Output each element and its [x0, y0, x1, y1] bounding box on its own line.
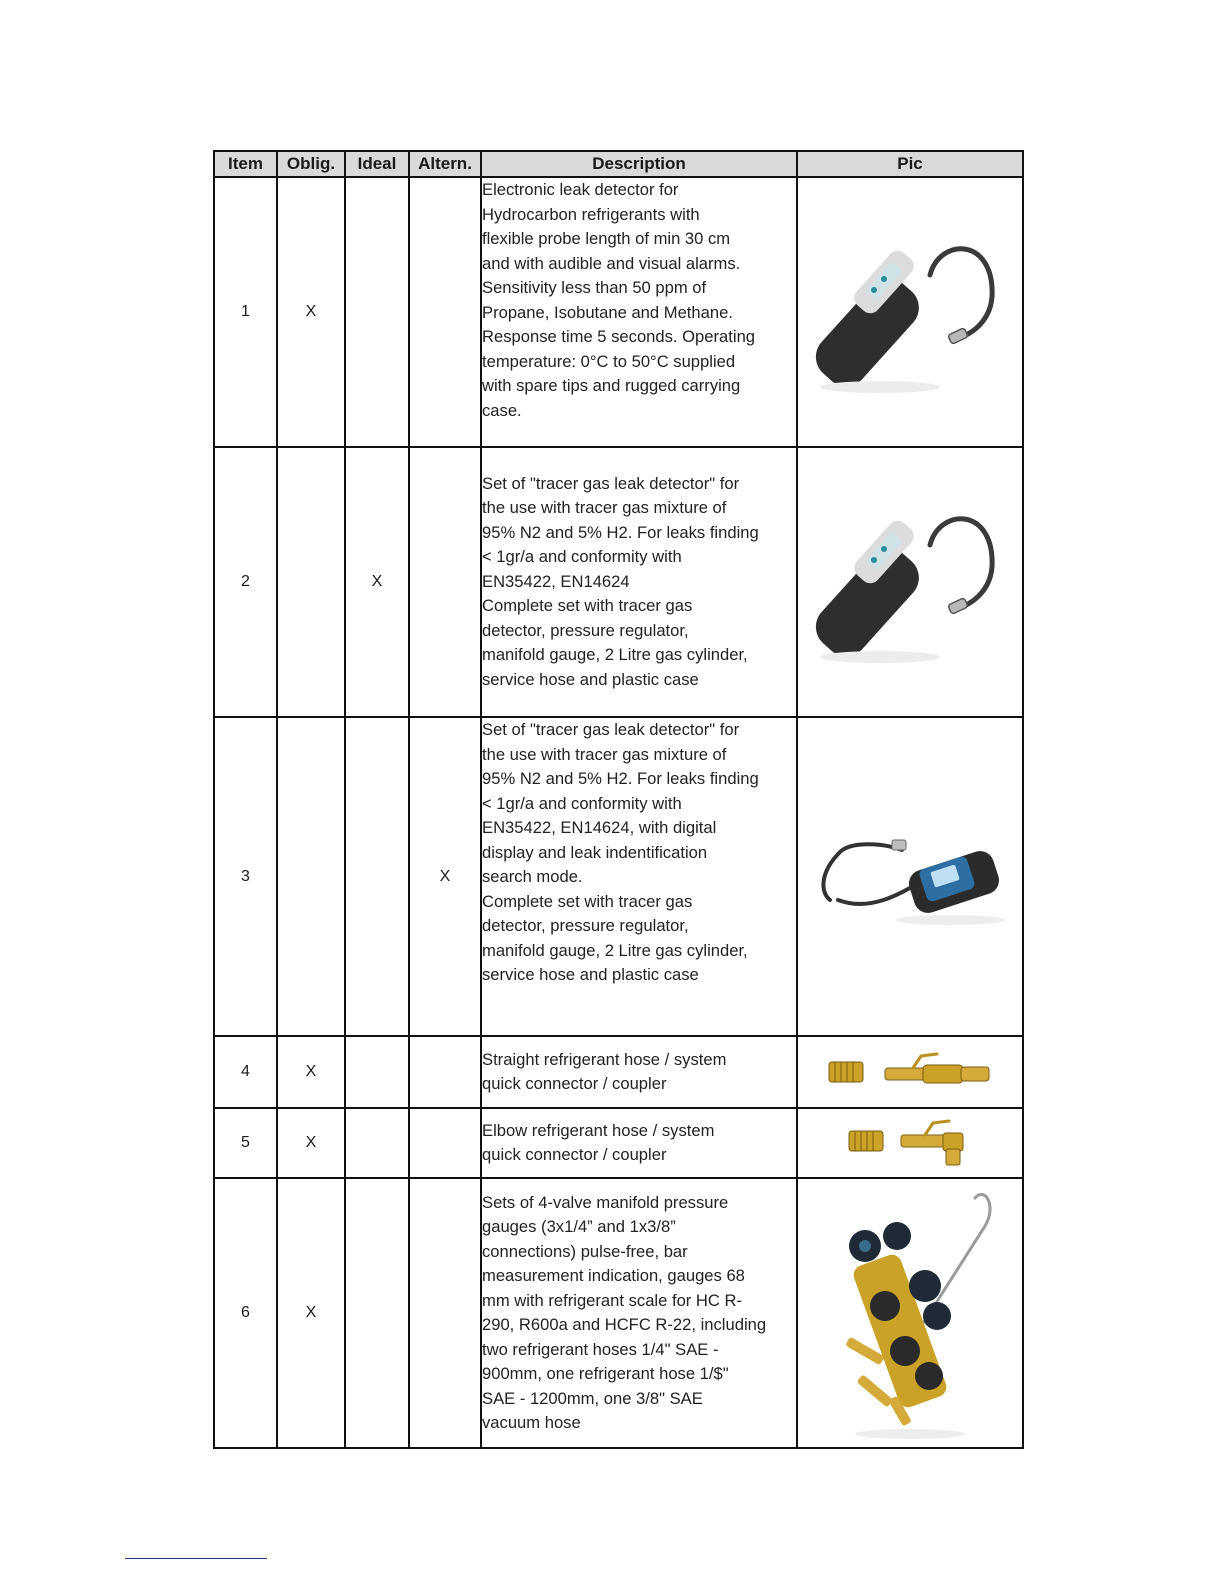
header-oblig: Oblig. [277, 151, 345, 177]
ideal-mark [345, 1178, 409, 1448]
description-line: flexible probe length of min 30 cm [482, 229, 731, 248]
description-line: Complete set with tracer gas [482, 596, 693, 616]
item-description [481, 1036, 797, 1108]
altern-mark: X [409, 717, 481, 1036]
oblig-mark [277, 717, 345, 1036]
manifold-gauge-set-image [825, 1186, 995, 1441]
item-number: 2 [214, 447, 277, 717]
item-number: 5 [214, 1108, 277, 1178]
item-number: 1 [214, 177, 277, 447]
ideal-mark [345, 1036, 409, 1108]
table-row [214, 717, 1023, 1036]
item-description [481, 177, 797, 447]
description-line: detector, pressure regulator, [482, 620, 689, 640]
digital-tracer-gas-detector-image [810, 822, 1010, 932]
description-line: Response time 5 seconds. Operating [482, 327, 756, 346]
description-line: SAE - 1200mm, one 3/8" SAE [482, 1388, 703, 1408]
description-line: EN35422, EN14624, with digital [482, 818, 717, 837]
item-picture [797, 1108, 1023, 1178]
header-altern: Altern. [409, 151, 481, 177]
description-line: two refrigerant hoses 1/4" SAE - [482, 1339, 719, 1359]
description-line: the use with tracer gas mixture of [482, 744, 727, 764]
description-line: Sensitivity less than 50 ppm of [482, 278, 707, 297]
description-line: connections) pulse-free, bar [482, 1241, 688, 1261]
hydrocarbon-leak-detector-image [810, 227, 1010, 397]
description-line: 900mm, one refrigerant hose 1/$" [482, 1364, 729, 1383]
description-line: display and leak indentification [482, 842, 708, 862]
header-description: Description [481, 151, 797, 177]
description-line: Complete set with tracer gas [482, 891, 693, 911]
description-line: Propane, Isobutane and Methane. [482, 302, 733, 322]
ideal-mark [345, 717, 409, 1036]
item-description [481, 1108, 797, 1178]
footnote-separator [125, 1558, 267, 1559]
equipment-spec-table [213, 150, 1024, 1449]
description-line: the use with tracer gas mixture of [482, 498, 727, 518]
altern-mark [409, 177, 481, 447]
description-line: service hose and plastic case [482, 965, 699, 984]
description-line: Electronic leak detector for [482, 180, 679, 199]
description-line: search mode. [482, 867, 583, 886]
description-line: quick connector / coupler [482, 1074, 667, 1093]
description-line: gauges (3x1/4” and 1x3/8” [482, 1217, 676, 1236]
straight-coupler-image [825, 1052, 995, 1092]
description-line: measurement indication, gauges 68 [482, 1266, 745, 1285]
table-row [214, 177, 1023, 447]
altern-mark [409, 1108, 481, 1178]
table-header-row [214, 151, 1023, 177]
ideal-mark [345, 177, 409, 447]
item-description [481, 717, 797, 1036]
header-ideal: Ideal [345, 151, 409, 177]
oblig-mark: X [277, 1108, 345, 1178]
description-line: < 1gr/a and conformity with [482, 547, 682, 567]
table-row [214, 1108, 1023, 1178]
item-description [481, 447, 797, 717]
oblig-mark [277, 447, 345, 717]
description-line: Set of "tracer gas leak detector" for [482, 720, 740, 739]
description-line: 95% N2 and 5% H2. For leaks finding [482, 522, 759, 542]
item-picture [797, 447, 1023, 717]
item-picture [797, 1036, 1023, 1108]
description-line: Elbow refrigerant hose / system [482, 1120, 715, 1140]
description-line: mm with refrigerant scale for HC R- [482, 1290, 743, 1310]
description-line: temperature: 0°C to 50°C supplied [482, 351, 736, 371]
item-picture [797, 1178, 1023, 1448]
item-number: 4 [214, 1036, 277, 1108]
description-line: < 1gr/a and conformity with [482, 793, 682, 813]
header-item: Item [214, 151, 277, 177]
description-line: manifold gauge, 2 Litre gas cylinder, [482, 940, 748, 960]
description-line: service hose and plastic case [482, 669, 699, 689]
tracer-gas-leak-detector-image [810, 497, 1010, 667]
item-picture [797, 177, 1023, 447]
description-line: detector, pressure regulator, [482, 916, 689, 935]
description-line: Set of "tracer gas leak detector" for [482, 473, 740, 493]
item-number: 6 [214, 1178, 277, 1448]
elbow-coupler-image [845, 1119, 975, 1167]
table-row [214, 1178, 1023, 1448]
description-line: with spare tips and rugged carrying [482, 376, 741, 395]
table-row [214, 447, 1023, 717]
description-line: and with audible and visual alarms. [482, 253, 741, 273]
description-line: Hydrocarbon refrigerants with [482, 204, 700, 224]
altern-mark [409, 1036, 481, 1108]
description-line: case. [482, 400, 522, 420]
description-line: Sets of 4-valve manifold pressure [482, 1192, 729, 1212]
description-line: quick connector / coupler [482, 1145, 667, 1164]
altern-mark [409, 1178, 481, 1448]
description-line: manifold gauge, 2 Litre gas cylinder, [482, 645, 748, 665]
description-line: EN35422, EN14624 [482, 571, 630, 591]
table-row [214, 1036, 1023, 1108]
item-number: 3 [214, 717, 277, 1036]
header-pic: Pic [797, 151, 1023, 177]
description-line: 290, R600a and HCFC R-22, including [482, 1315, 767, 1334]
description-line: vacuum hose [482, 1413, 581, 1432]
description-line: Straight refrigerant hose / system [482, 1049, 727, 1069]
altern-mark [409, 447, 481, 717]
item-picture [797, 717, 1023, 1036]
oblig-mark: X [277, 177, 345, 447]
oblig-mark: X [277, 1178, 345, 1448]
ideal-mark [345, 1108, 409, 1178]
item-description [481, 1178, 797, 1448]
oblig-mark: X [277, 1036, 345, 1108]
ideal-mark: X [345, 447, 409, 717]
description-line: 95% N2 and 5% H2. For leaks finding [482, 769, 759, 788]
